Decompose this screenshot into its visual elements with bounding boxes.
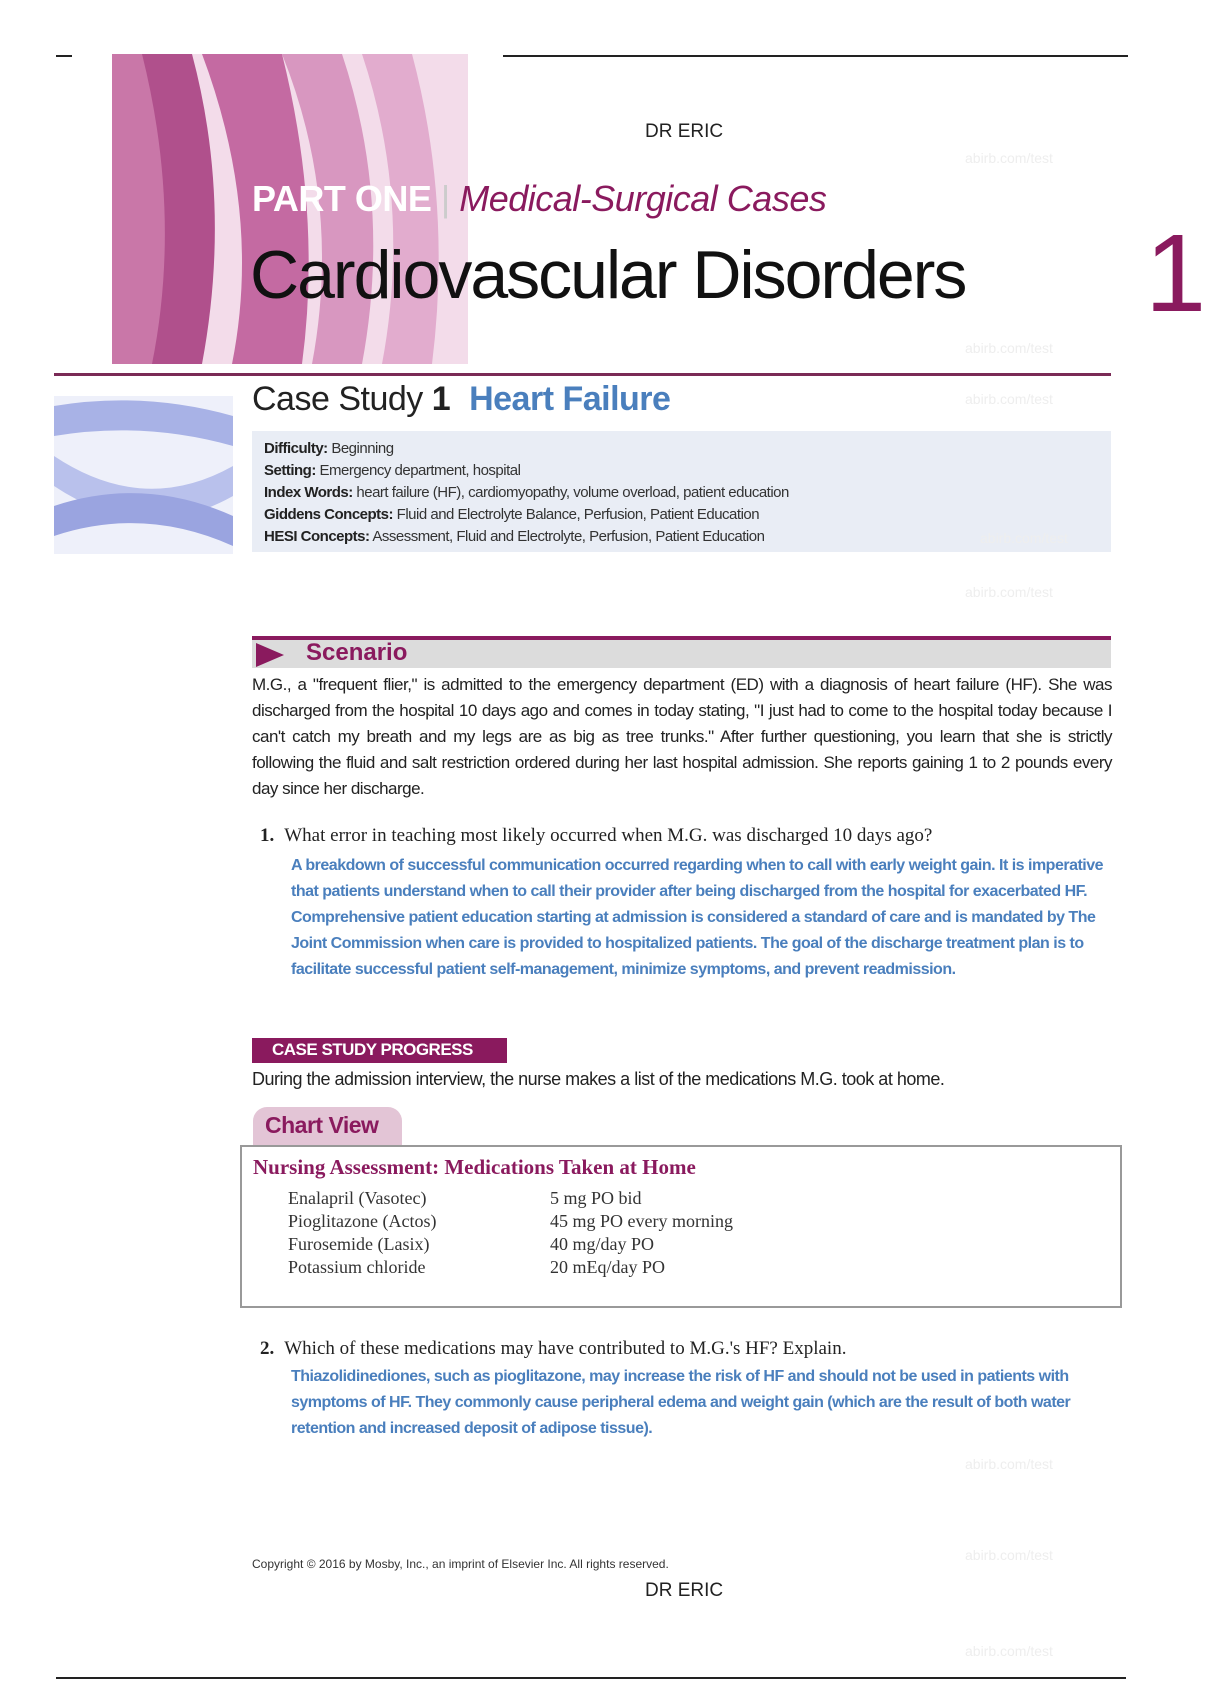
site-watermark: abirb.com/test [980,530,1068,546]
info-giddens: Giddens Concepts: Fluid and Electrolyte Balance, Perfusion, Patient Education [264,506,760,523]
site-watermark: abirb.com/test [965,391,1053,407]
section-rule [54,373,1111,376]
top-rule [503,55,1128,57]
part-subtitle: Medical-Surgical Cases [459,178,827,219]
site-watermark: abirb.com/test [965,1547,1053,1563]
table-row: Enalapril (Vasotec) 5 mg PO bid [288,1188,642,1208]
watermark-top: DR ERIC [645,121,724,142]
part-label: PART ONE [252,178,432,219]
chart-title: Nursing Assessment: Medications Taken at Home [253,1155,696,1179]
case-study-heading [252,380,670,419]
site-watermark: abirb.com/test [965,1643,1053,1659]
chart-view-tab: Chart View [253,1107,402,1146]
chart-view-box [240,1145,1122,1308]
medications-table [288,1187,733,1279]
case-study-title: Heart Failure [469,380,671,418]
question-1: 1. What error in teaching most likely occurred when M.G. was discharged 10 days ago? [260,825,933,846]
site-watermark: abirb.com/test [965,150,1053,166]
watermark-bottom: DR ERIC [645,1580,724,1601]
top-rule-left [56,55,72,57]
play-arrow-icon [254,641,288,669]
info-setting: Setting: Emergency department, hospital [264,462,521,479]
site-watermark: abirb.com/test [965,584,1053,600]
info-difficulty: Difficulty: Beginning [264,440,394,457]
table-row: Pioglitazone (Actos) 45 mg PO every morning [288,1211,733,1231]
case-study-progress-label: CASE STUDY PROGRESS [252,1038,507,1063]
scenario-text: M.G., a "frequent flier," is admitted to the emergency department (ED) with a diagnosis of heart failure (HF). She was discharged from the hospital 10 days ago and comes in today stating, "I just had to come to the hospital today because I can't catch my breath and my legs are as big as tree trunks." After further questioning, you learn that she is strictly following the fluid and salt restriction ordered during her last hospital admission. She reports gaining 1 to 2 pounds every day since her discharge. [252,675,1112,798]
site-watermark: abirb.com/test [965,340,1053,356]
chapter-number: 1 [1145,212,1206,335]
answer-2: Thiazolidinediones, such as pioglitazone, may increase the risk of HF and should not be used in patients with symptoms of HF. They commonly cause peripheral edema and weight gain (which are the result of both water retention and increased deposit of adipose tissue). [291,1368,1071,1437]
bottom-rule [56,1677,1126,1679]
progress-text: During the admission interview, the nurse makes a list of the medications M.G. took at home. [252,1069,945,1089]
case-study-label: Case Study [252,380,423,418]
copyright: Copyright © 2016 by Mosby, Inc., an imprint of Elsevier Inc. All rights reserved. [252,1557,669,1571]
answer-1: A breakdown of successful communication occurred regarding when to call with early weight gain. It is imperative that patients understand when to call their provider after being discharged from the hospital for exacerbated HF. Comprehensive patient education starting at admission is considered a standard of care and is mandated by The Joint Commission when care is provided to hospitalized patients. The goal of the discharge treatment plan is to facilitate successful patient self-management, minimize symptoms, and prevent readmission. [291,857,1104,978]
question-2: 2. Which of these medications may have contributed to M.G.'s HF? Explain. [260,1338,847,1359]
case-study-number: 1 [431,380,451,418]
table-row: Potassium chloride 20 mEq/day PO [288,1257,665,1277]
scenario-bar [252,636,1111,668]
scenario-heading: Scenario [306,639,408,666]
part-heading: PART ONE | Medical-Surgical Cases [252,178,827,219]
chapter-title: Cardiovascular Disorders [250,237,966,313]
info-index-words: Index Words: heart failure (HF), cardiomyopathy, volume overload, patient education [264,484,789,501]
info-hesi: HESI Concepts: Assessment, Fluid and Electrolyte, Perfusion, Patient Education [264,528,765,545]
table-row: Furosemide (Lasix) 40 mg/day PO [288,1234,655,1254]
site-watermark: abirb.com/test [965,1456,1053,1472]
blue-ribbon-graphic [54,396,233,554]
